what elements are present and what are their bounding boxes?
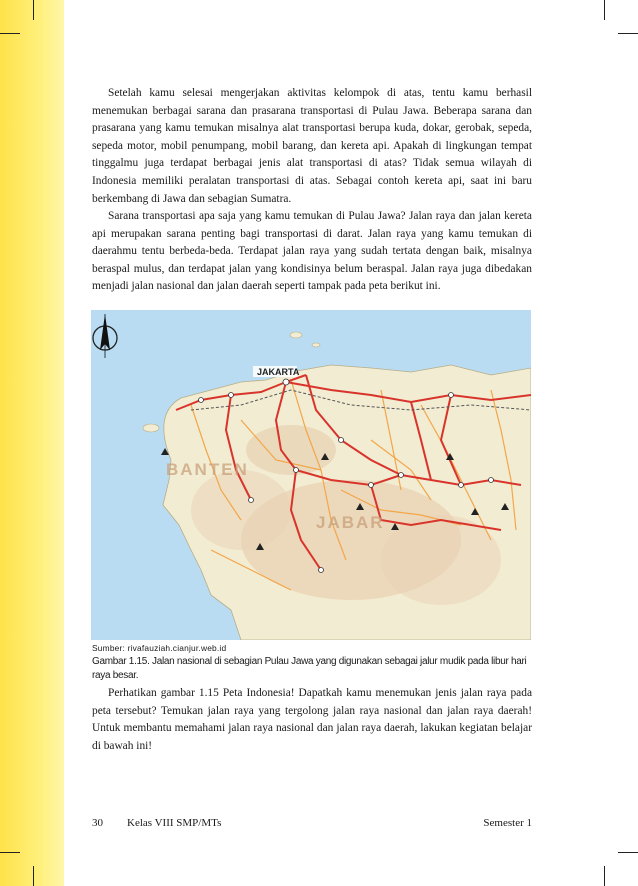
crop-mark-top-left-v bbox=[33, 0, 34, 20]
semester-label: Semester 1 bbox=[483, 817, 532, 829]
paragraph-instruction: Perhatikan gambar 1.15 Peta Indonesia! Dapatkah kamu menemukan jenis jalan raya pada peta tersebut? Temukan jalan raya yang tergolong jalan raya nasional dan jalan raya daerah! Untuk membantu memahami jalan raya nasional dan jalan raya daerah, lakukan kegiatan belajar di bawah ini! bbox=[92, 687, 532, 752]
crop-mark-bottom-right-v bbox=[604, 866, 605, 886]
page-number: 30 bbox=[92, 817, 103, 829]
highland-shading bbox=[381, 515, 501, 605]
book-title: Kelas VIII SMP/MTs bbox=[127, 817, 222, 829]
yellow-side-strip bbox=[0, 0, 64, 886]
highland-shading bbox=[246, 425, 336, 475]
road-map-figure bbox=[91, 310, 531, 640]
figure-source: Sumber: rivafauziah.cianjur.web.id bbox=[92, 643, 227, 653]
island bbox=[143, 424, 159, 432]
map-label-jakarta: JAKARTA bbox=[257, 367, 300, 377]
crop-mark-bottom-right-h bbox=[618, 852, 638, 853]
crop-mark-top-right-v bbox=[604, 0, 605, 20]
crop-mark-top-right-h bbox=[618, 33, 638, 34]
crop-mark-bottom-left-h bbox=[0, 852, 20, 853]
map-label-banten: BANTEN bbox=[166, 460, 249, 479]
paragraph-transport: Sarana transportasi apa saja yang kamu temukan di Pulau Jawa? Jalan raya dan jalan kereta api merupakan sarana penting bagi transportasi di darat. Jalan raya yang kamu temukan di daerahmu tentu berbeda-beda. Terdapat jalan raya yang sudah tertata dengan baik, misalnya beraspal mulus, dan terdapat jalan yang kondisinya belum beraspal. Jalan raya juga dibedakan menjadi jalan nasional dan jalan daerah seperti tampak pada peta berikut ini. bbox=[92, 210, 532, 293]
crop-mark-top-left-h bbox=[0, 33, 20, 34]
island bbox=[312, 343, 320, 347]
road-map-svg bbox=[91, 310, 531, 640]
crop-mark-bottom-left-v bbox=[33, 866, 34, 886]
island bbox=[290, 332, 302, 338]
map-label-jabar: JABAR bbox=[316, 513, 385, 532]
figure-caption: Gambar 1.15. Jalan nasional di sebagian Pulau Jawa yang digunakan sebagai jalur mudik pada libur hari raya besar. bbox=[92, 656, 527, 681]
paragraph-intro: Setelah kamu selesai mengerjakan aktivitas kelompok di atas, tentu kamu berhasil menemukan berbagai sarana dan prasarana transportasi di Pulau Jawa. Beberapa sarana dan prasarana yang kamu temukan misalnya alat transportasi berupa kuda, dokar, gerobak, sepeda, sepeda motor, mobil penumpang, mobil barang, dan kereta api. Apakah di lingkungan tempat tinggalmu juga terdapat berbagai jenis alat transportasi di atas? Tidak semua wilayah di Indonesia memiliki peralatan transportasi di atas. Sebagai contoh kereta api, saat ini baru berkembang di Jawa dan sebagian Sumatra. bbox=[92, 87, 532, 205]
